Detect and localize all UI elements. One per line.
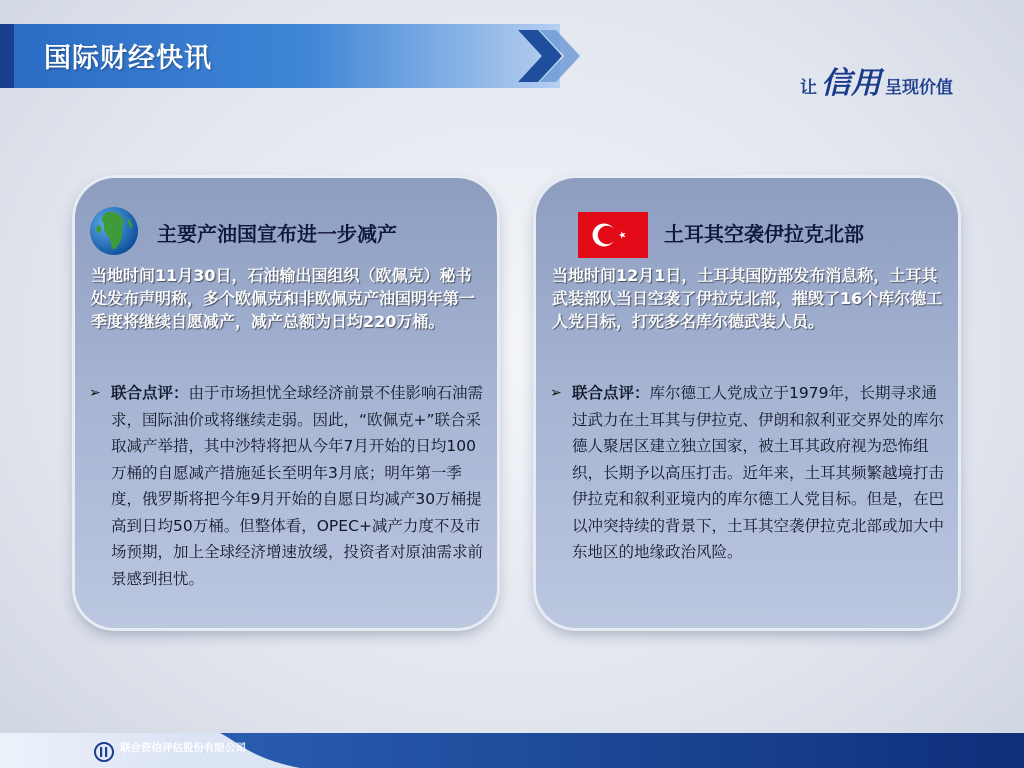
turkey-flag-icon [578, 212, 648, 258]
card-comment [550, 380, 947, 566]
chevron-right-icon [510, 24, 590, 88]
slogan-part3: 呈现价值 [885, 78, 953, 98]
globe-icon [89, 206, 139, 256]
company-name-en: China Lianhe Credit Rating Co.,Ltd. [120, 755, 261, 763]
card-comment [89, 380, 486, 592]
card-heading: 主要产油国宣布进一步减产 [157, 222, 397, 246]
card-summary: 当地时间12月1日，土耳其国防部发布消息称，土耳其武装部队当日空袭了伊拉克北部，摧毁了16个库尔德工人党目标，打死多名库尔德武装人员。 [552, 266, 943, 331]
news-card-oil [75, 178, 497, 628]
company-logo-icon [94, 742, 114, 762]
arrow-bullet-icon: ➢ [89, 385, 101, 401]
comment-text: 由于市场担忧全球经济前景不佳影响石油需求，国际油价或将继续走弱。因此，“欧佩克+”联合采取减产举措，其中沙特将把从今年7月开始的日均100万桶的自愿减产措施延长至明年3月底；明年第一季度，俄罗斯将把今年9月开始的自愿日均减产30万桶提高到日均50万桶。但整体看，OPEC+减产力度不及市场预期，加上全球经济增速放缓，投资者对原油需求前景感到担忧。 [111, 384, 484, 588]
company-name-cn: 联合资信评估股份有限公司 [120, 742, 246, 754]
company-logo [94, 740, 260, 763]
slogan [800, 58, 953, 102]
card-heading: 土耳其空袭伊拉克北部 [664, 222, 864, 246]
comment-label: 联合点评： [111, 384, 189, 402]
news-card-turkey [536, 178, 958, 628]
arrow-bullet-icon: ➢ [550, 385, 562, 401]
comment-label: 联合点评： [572, 384, 650, 402]
header-accent [0, 24, 14, 88]
page-title: 国际财经快讯 [44, 43, 212, 74]
comment-text: 库尔德工人党成立于1979年，长期寻求通过武力在土耳其与伊拉克、伊朗和叙利亚交界处的库尔德人聚居区建立独立国家，被土耳其政府视为恐怖组织，长期予以高压打击。近年来，土耳其频繁越境打击伊拉克和叙利亚境内的库尔德工人党目标。但是，在巴以冲突持续的背景下，土耳其空袭伊拉克北部或加大中东地区的地缘政治风险。 [572, 384, 945, 561]
slogan-part1: 让 [800, 78, 817, 98]
slogan-part2: 信用 [821, 66, 881, 101]
card-summary: 当地时间11月30日，石油输出国组织（欧佩克）秘书处发布声明称，多个欧佩克和非欧佩克产油国明年第一季度将继续自愿减产，减产总额为日均220万桶。 [91, 266, 476, 331]
